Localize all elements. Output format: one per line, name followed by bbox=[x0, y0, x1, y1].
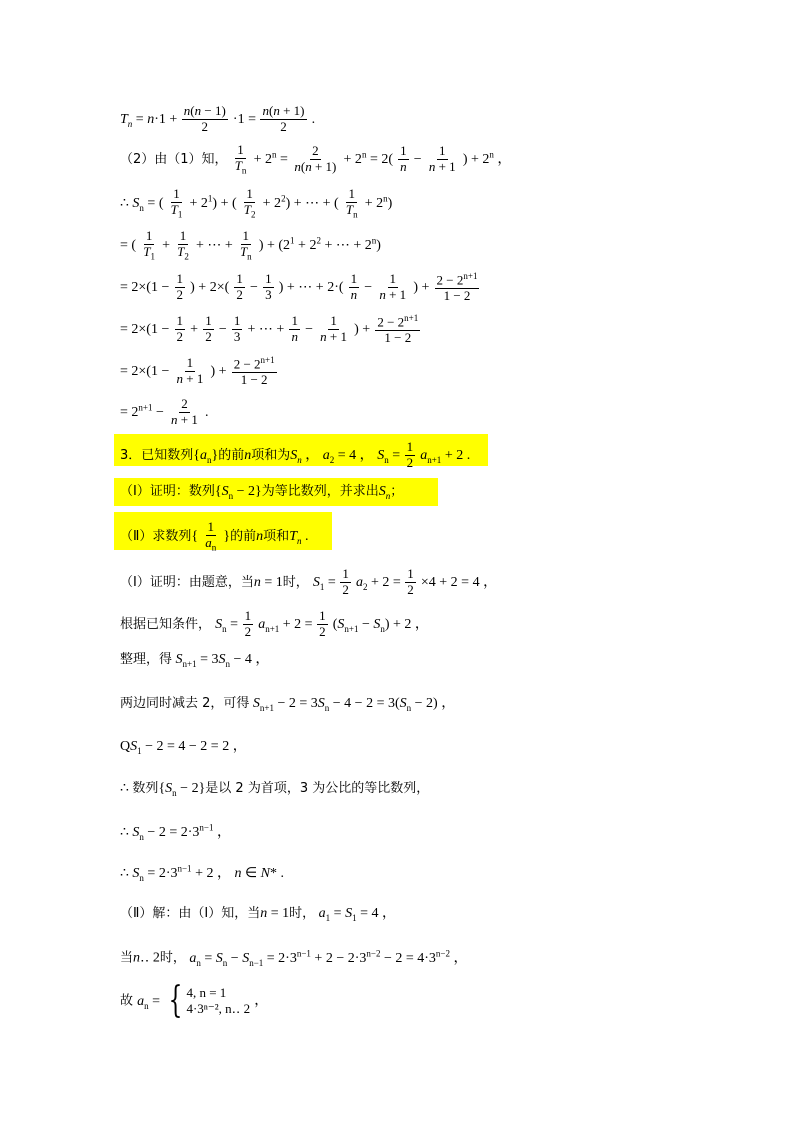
problem-3: 3．已知数列$\{a_n\}$的前n项和为$S_n$ ， $a_2 = 4$ ， $S_n$ = $\frac{1}{2}$ $a_{n+1} + 2$ . bbox=[120, 439, 471, 470]
solution-11: 故 $a_n$ = { 4, n = 1 4·3ⁿ⁻², n‥ 2 ， bbox=[120, 980, 269, 1021]
eq-result: = $2^{n+1}$ − $\frac{2}{n + 1}$ . bbox=[120, 396, 209, 427]
solution-3: 整理，得 $S_{n+1} = 3S_n - 4$ ， bbox=[120, 652, 270, 669]
solution-10: 当n‥ 2时， $a_n = S_n - S_{n-1} = 2\cdot 3^{n-1} + 2 - 2\cdot 3^{n-2} - 2 = 4\cdot 3^{n-2}$ ， bbox=[120, 948, 468, 968]
piecewise: { 4, n = 1 4·3ⁿ⁻², n‥ 2 bbox=[168, 980, 251, 1021]
case-2: 4·3ⁿ⁻², n‥ 2 bbox=[186, 1001, 251, 1016]
solution-4: 两边同时减去 2，可得 $S_{n+1} - 2 = 3S_n - 4 - 2 = 3(S_n - 2)$ ， bbox=[120, 696, 456, 713]
problem-3-part1: （Ⅰ）证明：数列$\{S_n - 2\}$为等比数列，并求出$S_n$； bbox=[120, 484, 404, 501]
eq-simplify: = 2×(1 − $\frac{1}{n + 1}$ ) + $\frac{2 - 2^{n+1}}{1 - 2}$ bbox=[120, 355, 275, 388]
solution-1: （Ⅰ）证明：由题意，当n = 1时， $S_1$ = $\frac{1}{2}$ $a_2 + 2$ = $\frac{1}{2}$ ×4 + 2 = 4 ， bbox=[120, 566, 498, 597]
case-1: 4, n = 1 bbox=[186, 984, 227, 1000]
solution-8: ∴ $S_n = 2\cdot 3^{n-1} + 2$ ， n ∈ N* . bbox=[120, 863, 285, 883]
solution-6: ∴ 数列$\{S_n - 2\}$是以 2 为首项，3 为公比的等比数列， bbox=[120, 781, 430, 798]
solution-5: $QS_1 - 2 = 4 - 2 = 2$ ， bbox=[120, 739, 247, 756]
eq-sn-sum: ∴ $S_n$ = ( $\frac{1}{T_1}$ + $2^1$) + ( $\frac{1}{T_2}$ + $2^2$) + ⋯ + ( $\frac{1}{T_n}$ + $2^n$) bbox=[120, 186, 393, 220]
eq-combine: = 2×(1 − $\frac{1}{2}$ + $\frac{1}{2}$ − $\frac{1}{3}$ + ⋯ + $\frac{1}{n}$ − $\frac{1}{n + 1}$ ) + $\frac{2 - 2^{n+1}}{1 - 2}$ bbox=[120, 313, 419, 346]
eq-regroup: = ( $\frac{1}{T_1}$ + $\frac{1}{T_2}$ + ⋯ + $\frac{1}{T_n}$ ) + ($2^1 + 2^2$ + ⋯ + $2^n$) bbox=[120, 228, 381, 262]
part2-prefix: （2）由（1）知， bbox=[120, 151, 228, 167]
solution-7: ∴ $S_n - 2 = 2\cdot 3^{n-1}$ ， bbox=[120, 822, 231, 842]
eq-tn: $T_n = n\cdot 1$ + $\frac{n(n - 1)}{2}$ ·1 = $\frac{n(n + 1)}{2}$ . bbox=[120, 103, 316, 134]
eq-telescoping: = 2×(1 − $\frac{1}{2}$ ) + 2×( $\frac{1}{2}$ − $\frac{1}{3}$ ) + ⋯ + 2·( $\frac{1}{n}$ − $\frac{1}{n + 1}$ ) + $\frac{2 - 2^{n+1}}{1 - 2}$ bbox=[120, 271, 478, 304]
solution-2: 根据已知条件， $S_n$ = $\frac{1}{2}$ $a_{n+1} + 2$ = $\frac{1}{2}$ $(S_{n+1} - S_n) + 2$ ， bbox=[120, 608, 429, 639]
problem-3-part2: （Ⅱ）求数列{ $\frac{1}{a_n}$ }的前n项和$T_n$ . bbox=[120, 519, 309, 553]
solution-9: （Ⅱ）解：由（Ⅰ）知，当n = 1时， $a_1 = S_1 = 4$ ， bbox=[120, 906, 396, 923]
eq-part2: （2）由（1）知， $\frac{1}{T_n}$ + $2^n$ = $\frac{2}{n(n + 1)}$ + $2^n = 2$( $\frac{1}{n}$ − $\frac{1}{n + 1}$ ) + $2^n$ ， bbox=[120, 142, 512, 176]
